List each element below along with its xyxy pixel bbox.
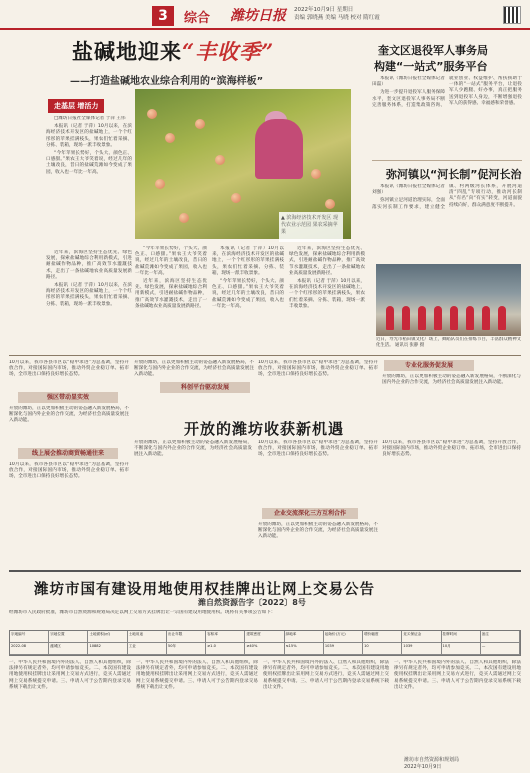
announcement-title: 潍坊市国有建设用地使用权挂牌出让网上交易公告 bbox=[34, 582, 375, 598]
table-header-cell: 绿地率 bbox=[285, 631, 324, 643]
photo-caption: ▲ 滨海经济技术开发区 现代农业示范园 果农采摘苹果 bbox=[279, 212, 343, 242]
dance-photo-caption: 近日，寿光市稻田镇文化广场上，舞蹈队员们在排练节目，丰富群众精神文化生活。 通讯员 张静 摄 bbox=[376, 337, 521, 349]
table-header-cell: 增价幅度 bbox=[363, 631, 402, 643]
table-cell: 10 bbox=[363, 643, 402, 655]
feature-column-3 bbox=[135, 246, 207, 346]
section-banner: 企业交流深化三方互利合作 bbox=[262, 508, 358, 519]
apple-mark bbox=[179, 213, 189, 223]
dancer-figure bbox=[434, 306, 442, 330]
table-header-cell: 土地用途 bbox=[128, 631, 167, 643]
dancer-figure bbox=[418, 306, 426, 330]
feature-column-1 bbox=[46, 116, 132, 244]
right-story-1-body bbox=[372, 76, 522, 156]
table-header-cell: 起始价(万元) bbox=[324, 631, 363, 643]
table-cell: 10882 bbox=[88, 643, 127, 655]
feature-column-2 bbox=[46, 250, 132, 350]
table-cell: 1039 bbox=[402, 643, 441, 655]
apple-mark bbox=[325, 199, 335, 209]
dancer-figure bbox=[402, 306, 410, 330]
page-number: 3 bbox=[152, 6, 174, 26]
announcement-column-3: 一、中华人民共和国境内外的法人、自然人和其他组织，除法律另有规定者外，均可申请参加竞买。二、本次国有建设用地使用权挂牌出让采用网上交易方式进行，竞买人需通过网上交易系统提交申请。三、申请人可于公告期内登录交易系统下载出让文件。 bbox=[263, 660, 389, 690]
middle-column-2: 开放的潍坊，正以更加积极主动的姿态融入新发展格局，不断深化与国内外企业的合作交流，为经济社会高质量发展注入新动能。 bbox=[134, 360, 254, 378]
middle-column-4: 开放的潍坊，正以更加积极主动的姿态融入新发展格局，不断深化与国内外企业的合作交流，为经济社会高质量发展注入新动能。 bbox=[382, 374, 521, 386]
right-story-2-byline: 本报讯（潍坊日报社全媒体记者 刘强） bbox=[372, 184, 445, 196]
masthead bbox=[0, 0, 530, 30]
table-header-cell: 宗地位置 bbox=[49, 631, 88, 643]
date-line: 2022年10月9日 星期日 bbox=[294, 7, 354, 13]
announcement-intro: 经潍坊市人民政府批准，潍坊市自然资源和规划局决定以网上交易方式挂牌出让一宗国有建设用地使用权。现将有关事项公告如下： bbox=[9, 610, 276, 615]
table-cell: 工业 bbox=[128, 643, 167, 655]
announcement-table bbox=[9, 630, 521, 656]
apple-mark bbox=[195, 119, 205, 129]
middle-column-6: 10月以来，我市各县市区以“稳中求进”为总基调，坚持开放合作，对接国际国内市场，推动外贸企业稳订单、拓市场，全市进出口保持良好增长态势。 bbox=[258, 440, 378, 458]
dancer-figure bbox=[386, 306, 394, 330]
dancer-figure bbox=[482, 306, 490, 330]
middle-column-3: 10月以来，我市各县市区以“稳中求进”为总基调，坚持开放合作，对接国际国内市场，推动外贸企业稳订单、拓市场，全市进出口保持良好增长态势。 bbox=[258, 360, 378, 378]
dancer-figure bbox=[450, 306, 458, 330]
table-cell: ≥1.0 bbox=[206, 643, 245, 655]
table-header-cell: 土地面积(㎡) bbox=[88, 631, 127, 643]
right-story-1-text: 为进一步提升退役军人服务保障水平，奎文区退役军人事务局不断完善服务体系，打造集政策咨询、就业创业、权益维护、帮扶援助于一体的“一站式”服务平台，让退役军人少跑腿、好办事，真正把服务送到退役军人身边，不断增强退役军人的获得感、幸福感和荣誉感。 bbox=[372, 76, 522, 108]
date-info bbox=[294, 6, 380, 22]
section-title: 综合 bbox=[184, 11, 211, 26]
editors-line: 责编 郭晓燕 美编 马晓 校对 隋红霞 bbox=[294, 15, 380, 21]
divider bbox=[372, 160, 522, 161]
table-header-cell: 建筑密度 bbox=[245, 631, 284, 643]
feature-paragraph: 本报讯（记者 于萍）10月以来，在滨海经济技术开发区的盐碱地上，一个个红彤彤的苹果挂满枝头，果农们忙着采摘、分拣、装箱，现场一派丰收景象。 bbox=[289, 279, 365, 309]
farmer-figure bbox=[255, 119, 303, 179]
middle-column-1c: 10月以来，我市各县市区以“稳中求进”为总基调，坚持开放合作，对接国际国内市场，推动外贸企业稳订单、拓市场，全市进出口保持良好增长态势。 bbox=[9, 462, 129, 480]
feature-headline-plain: 盐碱地迎来 bbox=[72, 39, 182, 64]
newspaper-logo: 潍坊日报 bbox=[230, 8, 286, 24]
apple-mark bbox=[215, 155, 225, 165]
apple-mark bbox=[231, 193, 241, 203]
feature-paragraph: 本报讯（记者 于萍）10月以来，在滨海经济技术开发区的盐碱地上，一个个红彤彤的苹果挂满枝头，果农们忙着采摘、分拣、装箱，现场一派丰收景象。 bbox=[46, 124, 132, 148]
feature-byline: □潍坊日报社全媒体记者 于萍 王伟 bbox=[54, 116, 126, 121]
feature-paragraph: “今年苹果长势好，个头大、颜色正、口感甜。”果农王大爷笑着说，经过几年的土壤改良，昔日的盐碱荒滩如今变成了果园，收入也一年比一年高。 bbox=[212, 279, 284, 309]
announcement-column-4: 一、中华人民共和国境内外的法人、自然人和其他组织，除法律另有规定者外，均可申请参加竞买。二、本次国有建设用地使用权挂牌出让采用网上交易方式进行，竞买人需通过网上交易系统提交申请。三、申请人可于公告期内登录交易系统下载出让文件。 bbox=[394, 660, 521, 690]
right-story-1-byline: 本报讯（潍坊日报社全媒体记者 田磊） bbox=[372, 76, 445, 88]
right-story-1-headline-2: 构建“一站式”服务平台 bbox=[374, 60, 488, 73]
announcement-column-1: 一、中华人民共和国境内外的法人、自然人和其他组织，除法律另有规定者外，均可申请参加竞买。二、本次国有建设用地使用权挂牌出让采用网上交易方式进行，竞买人需通过网上交易系统提交申请。三、申请人可于公告期内登录交易系统下载出让文件。 bbox=[9, 660, 131, 690]
divider bbox=[9, 570, 521, 572]
feature-column-5 bbox=[289, 246, 365, 346]
section-banner: 线上展会推动商贸畅通往来 bbox=[18, 448, 118, 459]
feature-paragraph: 近年来，滨海区坚持生态优先、绿色发展，探索盐碱地综合利用新模式，引进耐盐碱作物品种，推广高效节水灌溉技术，走出了一条盐碱地农业高质量发展新路径。 bbox=[135, 279, 207, 309]
announcement-subtitle: 潍自然资源告字〔2022〕8号 bbox=[198, 598, 306, 607]
feature-subtitle: ——打造盐碱地农业综合利用的“滨海样板” bbox=[70, 76, 264, 87]
table-header-cell: 宗地编号 bbox=[10, 631, 49, 643]
announcement-column-2: 一、中华人民共和国境内外的法人、自然人和其他组织，除法律另有规定者外，均可申请参加竞买。二、本次国有建设用地使用权挂牌出让采用网上交易方式进行，竞买人需通过网上交易系统提交申请。三、申请人可于公告期内登录交易系统下载出让文件。 bbox=[136, 660, 258, 690]
section-banner: 专业化服务促发展 bbox=[384, 360, 474, 371]
announcement-footer bbox=[404, 757, 459, 771]
apple-mark bbox=[155, 179, 165, 189]
dancer-figure bbox=[466, 306, 474, 330]
section-banner: 科创平台驱动发展 bbox=[160, 382, 250, 393]
table-header-cell: 出让年限 bbox=[167, 631, 206, 643]
qr-code-icon bbox=[503, 6, 521, 24]
section-banner: 强区带动显实效 bbox=[18, 392, 118, 403]
right-story-2-text: 弥河镇立足河道治理实际，全面落实河长制工作要求，建立健全镇、村两级河长体系，开展河道清“四乱”专项行动，推动河长制从“有名”向“有实”转变，河道面貌持续向好，群众满意度不断提升。 bbox=[372, 184, 522, 210]
table-cell: 50年 bbox=[167, 643, 206, 655]
middle-column-1: 10月以来，我市各县市区以“稳中求进”为总基调，坚持开放合作，对接国际国内市场，推动外贸企业稳订单、拓市场，全市进出口保持良好增长态势。 bbox=[9, 360, 129, 378]
middle-column-8: 10月以来，我市各县市区以“稳中求进”为总基调，坚持开放合作，对接国际国内市场，推动外贸企业稳订单、拓市场，全市进出口保持良好增长态势。 bbox=[382, 440, 521, 458]
table-cell: 潍城区 bbox=[49, 643, 88, 655]
apple-mark bbox=[147, 109, 157, 119]
table-cell: ≥40% bbox=[245, 643, 284, 655]
feature-headline-highlight: “丰收季” bbox=[182, 39, 275, 64]
feature-paragraph: 近年来，滨海区坚持生态优先、绿色发展，探索盐碱地综合利用新模式，引进耐盐碱作物品种，推广高效节水灌溉技术，走出了一条盐碱地农业高质量发展新路径。 bbox=[289, 246, 365, 276]
middle-headline: 开放的潍坊收获新机遇 bbox=[184, 420, 345, 438]
feature-headline bbox=[72, 36, 274, 66]
divider bbox=[9, 355, 521, 356]
middle-column-7: 开放的潍坊，正以更加积极主动的姿态融入新发展格局，不断深化与国内外企业的合作交流，为经济社会高质量发展注入新动能。 bbox=[258, 522, 378, 540]
footer-org: 潍坊市自然资源和规划局 bbox=[404, 757, 460, 763]
middle-column-5: 开放的潍坊，正以更加积极主动的姿态融入新发展格局，不断深化与国内外企业的合作交流，为经济社会高质量发展注入新动能。 bbox=[134, 440, 252, 458]
table-cell: — bbox=[481, 643, 520, 655]
feature-paragraph: “今年苹果长势好，个头大、颜色正、口感甜。”果农王大爷笑着说，经过几年的土壤改良，昔日的盐碱荒滩如今变成了果园，收入也一年比一年高。 bbox=[46, 151, 132, 175]
table-header-cell: 容积率 bbox=[206, 631, 245, 643]
dance-photo bbox=[376, 264, 521, 336]
dancer-figure bbox=[498, 306, 506, 330]
feature-paragraph: 本报讯（记者 于萍）10月以来，在滨海经济技术开发区的盐碱地上，一个个红彤彤的苹果挂满枝头，果农们忙着采摘、分拣、装箱，现场一派丰收景象。 bbox=[46, 283, 132, 307]
right-story-2-headline: 弥河镇以“河长制”促河长治 bbox=[386, 168, 522, 181]
middle-column-1b: 开放的潍坊，正以更加积极主动的姿态融入新发展格局，不断深化与国内外企业的合作交流，为经济社会高质量发展注入新动能。 bbox=[9, 406, 129, 424]
table-header-cell: 挂牌时间 bbox=[442, 631, 481, 643]
apple-mark bbox=[165, 133, 175, 143]
feature-column-4 bbox=[212, 246, 284, 346]
column-tag: 走基层 增活力 bbox=[48, 99, 104, 113]
footer-date: 2022年10月9日 bbox=[404, 764, 442, 770]
table-header-cell: 备注 bbox=[481, 631, 520, 643]
apple-mark bbox=[311, 169, 321, 179]
table-cell: ≤15% bbox=[285, 643, 324, 655]
table-cell: 2022-08 bbox=[10, 643, 49, 655]
feature-paragraph: 本报讯（记者 于萍）10月以来，在滨海经济技术开发区的盐碱地上，一个个红彤彤的苹果挂满枝头，果农们忙着采摘、分拣、装箱，现场一派丰收景象。 bbox=[212, 246, 284, 276]
table-cell: 1039 bbox=[324, 643, 363, 655]
feature-paragraph: “今年苹果长势好，个头大、颜色正、口感甜。”果农王大爷笑着说，经过几年的土壤改良，昔日的盐碱荒滩如今变成了果园，收入也一年比一年高。 bbox=[135, 246, 207, 276]
table-cell: 10月 bbox=[442, 643, 481, 655]
table-header-cell: 竞买保证金 bbox=[402, 631, 441, 643]
right-story-2-body bbox=[372, 184, 522, 260]
right-story-1-headline-1: 奎文区退役军人事务局 bbox=[378, 44, 488, 57]
feature-paragraph: 近年来，滨海区坚持生态优先、绿色发展，探索盐碱地综合利用新模式，引进耐盐碱作物品种，推广高效节水灌溉技术，走出了一条盐碱地农业高质量发展新路径。 bbox=[46, 250, 132, 280]
